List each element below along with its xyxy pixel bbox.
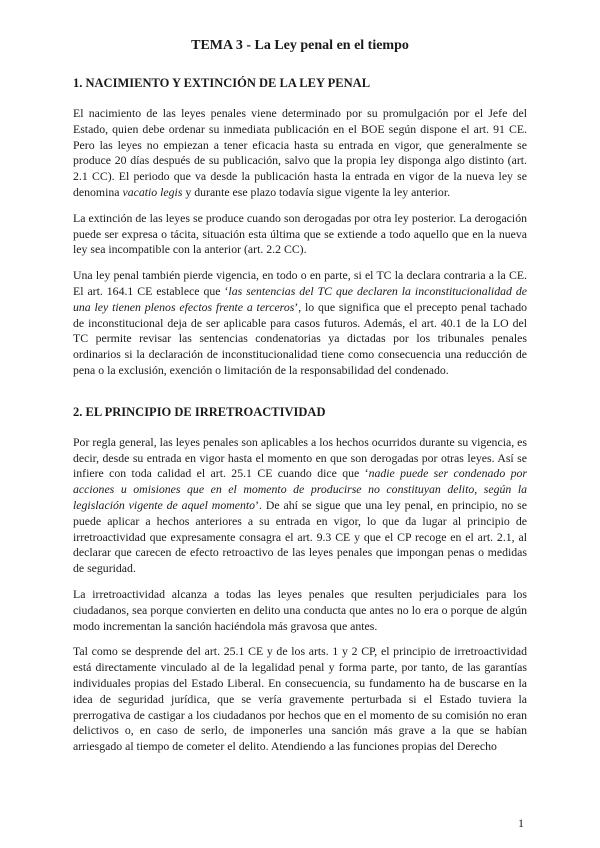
section-heading-2: 2. EL PRINCIPIO DE IRRETROACTIVIDAD (73, 404, 326, 419)
text: Por regla general, las leyes penales son aplicables a los hechos ocurridos durante su vigencia, es decir, desde su entrada en vigor hasta el momento en que son derogadas por otras leyes. Así se infiere con toda calidad el art. 25.1 CE cuando dice que ‘ (73, 434, 527, 481)
paragraph-2-1 (73, 435, 527, 577)
text: Tal como se desprende del art. 25.1 CE y de los arts. 1 y 2 CP, el principio de irretroactividad está directamente vinculado al de la legalidad penal y forma parte, por tanto, de las garantías individuales propias del Estado Liberal. En consecuencia, su fundamento ha de buscarse en la idea de seguridad jurídica, que se vería gravemente perturbada si el Estado tuviera la prerrogativa de castigar a los ciudadanos por hechos que en el momento de su comisión no eran delictivos o, en caso de serlo, de imponerles una sanción más grave a la que se habían arriesgado al tiempo de cometer el delito. Atendiendo a las funciones propias del Derecho (73, 644, 527, 754)
document-page (73, 38, 527, 765)
text: El nacimiento de las leyes penales viene determinado por su promulgación por el Jefe del Estado, quien debe ordenar su inmediata publicación en el BOE según dispone el art. 91 CE. Pero las leyes no empiezan a tener eficacia hasta su entrada en vigor, que generalmente se produce 20 días después de su publicación, salvo que la propia ley disponga algo distinto (art. 2.1 CC). El periodo que va desde la publicación hasta la entrada en vigor de la nueva ley se denomina (73, 106, 527, 199)
text: ’, lo que significa que el precepto penal tachado de inconstitucional deja de ser aplicable para casos futuros. Además, el art. 40.1 de la LO del TC permite revisar las sentencias condenatorias ya dictadas por los tribunales penales ordinarios si la declaración de inconstitucionalidad tiene como consecuencia una reducción de pena o la exclusión, exención o limitación de la responsabilidad del condenado. (73, 299, 527, 377)
page-number: 1 (518, 816, 524, 830)
section-heading-1: 1. NACIMIENTO Y EXTINCIÓN DE LA LEY PENAL (73, 76, 371, 90)
text-italic: vacatio legis (122, 184, 183, 199)
text: ’. De ahí se sigue que una ley penal, en principio, no se puede aplicar a hechos anteriores a su entrada en vigor, lo que da lugar al principio de irretroactividad que expresamente consagra el art. 9.3 CE y que el CP recoge en el art. 2.1, al declarar que carecen de efecto retroactivo de las leyes penales que impongan penas o medidas de seguridad. (73, 497, 528, 576)
paragraph-1-3 (73, 268, 527, 379)
text: La extinción de las leyes se produce cuando son derogadas por otra ley posterior. La derogación puede ser expresa o tácita, situación esta última que se extiende a todo aquello que en la nueva ley sea incompatible con la anterior (art. 2.2 CC). (73, 210, 527, 257)
paragraph-1-1 (73, 106, 527, 201)
text: La irretroactividad alcanza a todas las leyes penales que resulten perjudiciales para los ciudadanos, sea porque convierten en delito una conducta que antes no lo era o porque de algún modo incrementan la sanción haciéndola más gravosa que antes. (73, 586, 527, 633)
paragraph-1-2 (73, 211, 527, 258)
paragraph-2-3 (73, 644, 527, 755)
document-title: TEMA 3 - La Ley penal en el tiempo (191, 38, 409, 53)
text-italic: las sentencias del TC que declaren la inconstitucionalidad de una ley tienen plenos efectos frente a terceros (73, 283, 527, 314)
text: Una ley penal también pierde vigencia, en todo o en parte, si el TC la declara contraria a la CE. El art. 164.1 CE establece que ‘ (73, 268, 527, 298)
text: y durante ese plazo todavía sigue vigente la ley anterior. (182, 184, 451, 199)
paragraph-2-2 (73, 587, 527, 634)
text-italic: nadie puede ser condenado por acciones u omisiones que en el momento de producirse no constituyan delito, según la legislación vigente de aquel momento (73, 466, 527, 512)
